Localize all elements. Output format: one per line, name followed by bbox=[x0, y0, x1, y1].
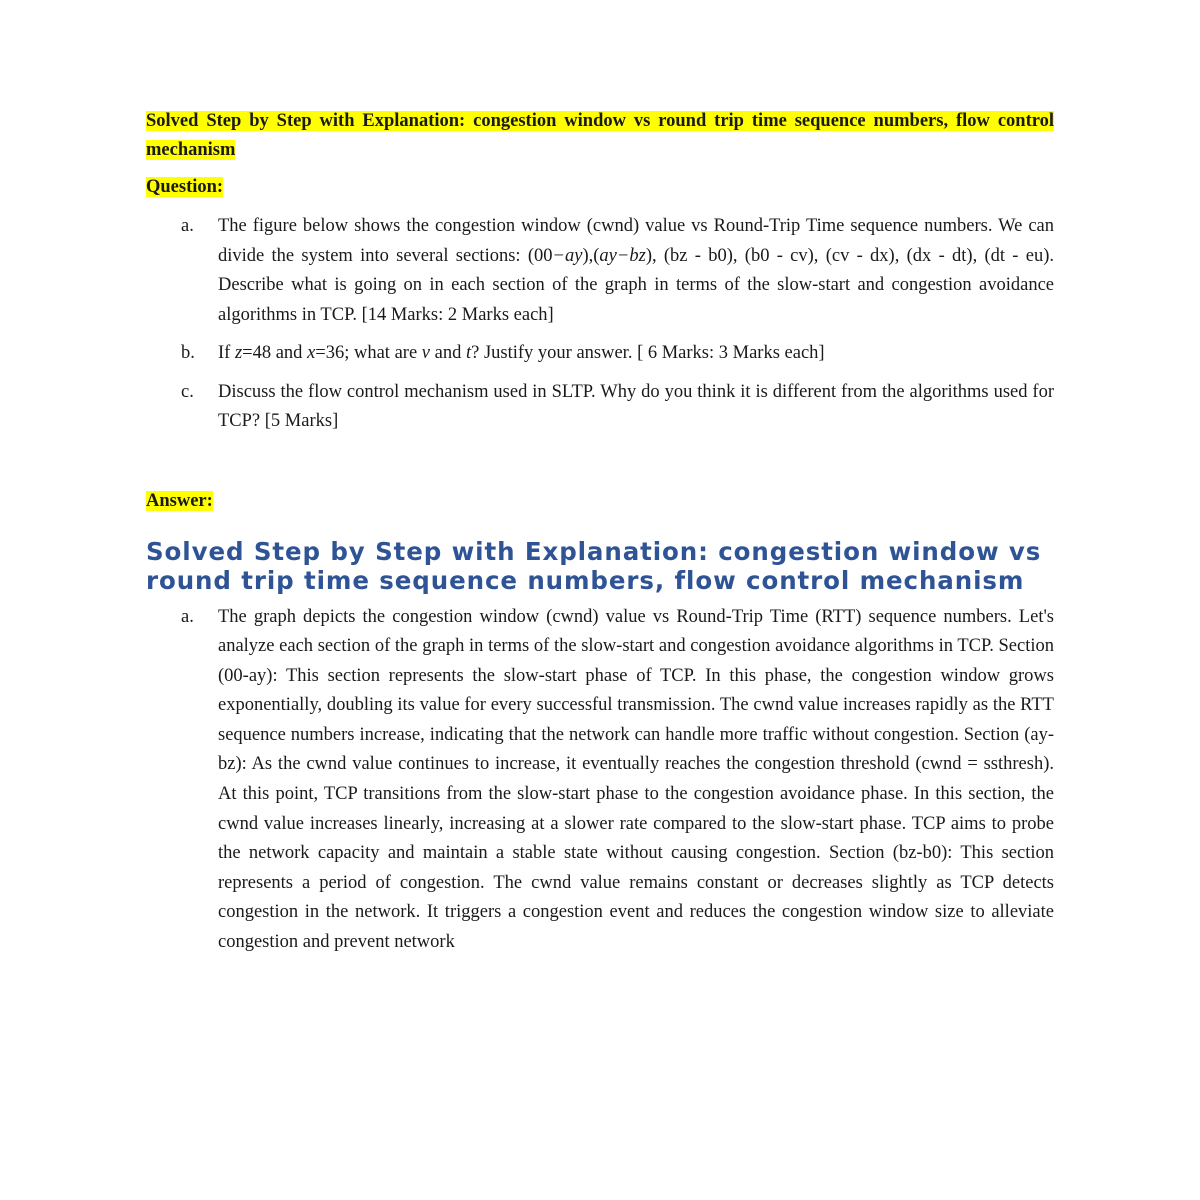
question-label: Question: bbox=[146, 177, 224, 197]
math-variable: x bbox=[307, 343, 316, 363]
math-expression: ay−bz bbox=[599, 245, 646, 266]
document-title bbox=[146, 107, 1054, 165]
list-marker: a. bbox=[181, 216, 194, 236]
answer-list bbox=[146, 603, 1054, 958]
answer-item-a: a. The graph depicts the congestion window (cwnd) value vs Round-Trip Time (RTT) sequence numbers. Let's analyze each section of the graph in terms of the slow-start and congestion avoidance algorithms in TCP. Section (00-ay): This section represents the slow-start phase of TCP. In this phase, the congestion window grows exponentially, doubling its value for every successful transmission. The cwnd value increases rapidly as the RTT sequence numbers increase, indicating that the network can handle more traffic without congestion. Section (ay-bz): As the cwnd value continues to increase, it eventually reaches the congestion threshold (cwnd = ssthresh). At this point, TCP transitions from the slow-start phase to the congestion avoidance phase. In this section, the cwnd value increases linearly, increasing at a slower rate compared to the slow-start phase. TCP aims to probe the network capacity and maintain a stable state without causing congestion. Section (bz-b0): This section represents a period of congestion. The cwnd value remains constant or decreases slightly as TCP detects congestion in the network. It triggers a congestion event and reduces the congestion window size to alleviate congestion and prevent network bbox=[146, 603, 1054, 958]
question-item-a: a. The figure below shows the congestion window (cwnd) value vs Round-Trip Time sequence numbers. We can divide the system into several sections: (00−ay),(ay−bz), (bz - b0), (b0 - cv), (cv - dx), (dx - dt), (dt - eu). Describe what is going on in each section of the graph in terms of the slow-start and congestion avoidance algorithms in TCP. [14 Marks: 2 Marks each] bbox=[146, 212, 1054, 330]
question-list bbox=[146, 212, 1054, 437]
math-variable: v bbox=[421, 343, 430, 363]
list-marker: b. bbox=[181, 343, 195, 363]
question-item-b: b. If z=48 and x=36; what are v and t? Justify your answer. [ 6 Marks: 3 Marks each] bbox=[146, 339, 1054, 369]
answer-heading: Solved Step by Step with Explanation: congestion window vs round trip time sequence numbers, flow control mechanism bbox=[146, 536, 1042, 595]
math-variable: t bbox=[465, 343, 472, 363]
answer-label: Answer: bbox=[146, 490, 213, 511]
title-highlight: Solved Step by Step with Explanation: congestion window vs round trip time sequence numbers, flow control mechanism bbox=[146, 111, 1054, 160]
document-body bbox=[146, 107, 1054, 958]
list-marker: c. bbox=[181, 381, 194, 402]
math-expression: −ay bbox=[552, 245, 583, 266]
list-marker: a. bbox=[181, 606, 194, 627]
math-variable: z bbox=[234, 343, 243, 363]
question-item-c: c. Discuss the flow control mechanism used in SLTP. Why do you think it is different from the algorithms used for TCP? [5 Marks] bbox=[146, 378, 1054, 437]
